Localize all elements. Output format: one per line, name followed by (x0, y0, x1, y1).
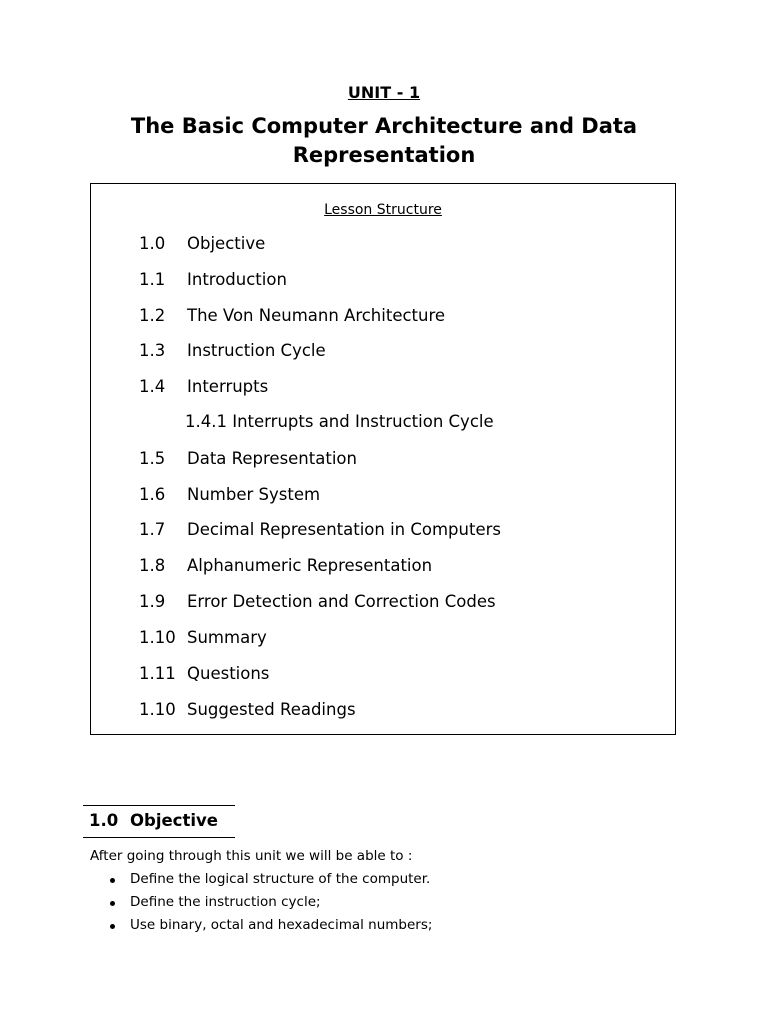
toc-label: Questions (187, 664, 270, 683)
toc-item-1-4-1 (185, 412, 494, 431)
toc-item-1-4 (139, 377, 268, 396)
section-title: Objective (130, 811, 218, 830)
toc-label: The Von Neumann Architecture (187, 306, 446, 325)
toc-label: 1.4.1 Interrupts and Instruction Cycle (185, 412, 494, 431)
toc-number: 1.10 (139, 700, 176, 719)
toc-label: Decimal Representation in Computers (187, 520, 501, 539)
list-item-text: Use binary, octal and hexadecimal numbers; (130, 917, 433, 933)
toc-number: 1.7 (139, 520, 166, 539)
toc-item-1-6 (139, 485, 320, 504)
toc-item-1-10 (139, 628, 267, 647)
toc-item-1-7 (139, 520, 501, 539)
bullet-icon (110, 878, 115, 883)
toc-item-1-9 (139, 592, 496, 611)
lesson-structure-box (90, 183, 676, 735)
toc-label: Summary (187, 628, 267, 647)
section-rule-bottom (83, 837, 235, 838)
toc-item-1-0 (139, 234, 265, 253)
objective-list (108, 871, 432, 940)
section-heading-objective (89, 811, 218, 830)
toc-number: 1.1 (139, 270, 166, 289)
toc-label: Suggested Readings (187, 700, 356, 719)
page-title: The Basic Computer Architecture and Data Representation (130, 114, 638, 167)
toc-label: Alphanumeric Representation (187, 556, 433, 575)
unit-label: UNIT - 1 (347, 83, 421, 102)
toc-label: Number System (187, 485, 321, 504)
toc-number: 1.8 (139, 556, 166, 575)
toc-item-1-5 (139, 449, 357, 468)
toc-label: Interrupts (187, 377, 269, 396)
toc-item-1-3 (139, 341, 326, 360)
list-item-text: Define the instruction cycle; (130, 894, 321, 910)
toc-label: Introduction (187, 270, 287, 289)
list-item (108, 894, 432, 917)
toc-number: 1.4 (139, 377, 166, 396)
list-item (108, 871, 432, 894)
toc-number: 1.2 (139, 306, 166, 325)
toc-item-1-1 (139, 270, 287, 289)
section-number: 1.0 (89, 811, 119, 830)
toc-number: 1.10 (139, 628, 176, 647)
toc-number: 1.9 (139, 592, 166, 611)
toc-number: 1.11 (139, 664, 176, 683)
toc-label: Objective (187, 234, 266, 253)
toc-number: 1.0 (139, 234, 166, 253)
toc-item-1-2 (139, 306, 445, 325)
section-rule-top (83, 805, 235, 806)
toc-item-1-11 (139, 664, 269, 683)
toc-item-1-8 (139, 556, 432, 575)
toc-label: Instruction Cycle (187, 341, 326, 360)
toc-label: Data Representation (187, 449, 357, 468)
toc-label: Error Detection and Correction Codes (187, 592, 496, 611)
toc-number: 1.5 (139, 449, 166, 468)
toc-number: 1.3 (139, 341, 166, 360)
toc-number: 1.6 (139, 485, 166, 504)
bullet-icon (110, 924, 115, 929)
toc-item-1-10-readings (139, 700, 356, 719)
lesson-structure-heading: Lesson Structure (324, 202, 442, 218)
objective-intro: After going through this unit we will be able to : (90, 848, 413, 864)
list-item (108, 917, 432, 940)
list-item-text: Define the logical structure of the computer. (130, 871, 431, 887)
bullet-icon (110, 901, 115, 906)
